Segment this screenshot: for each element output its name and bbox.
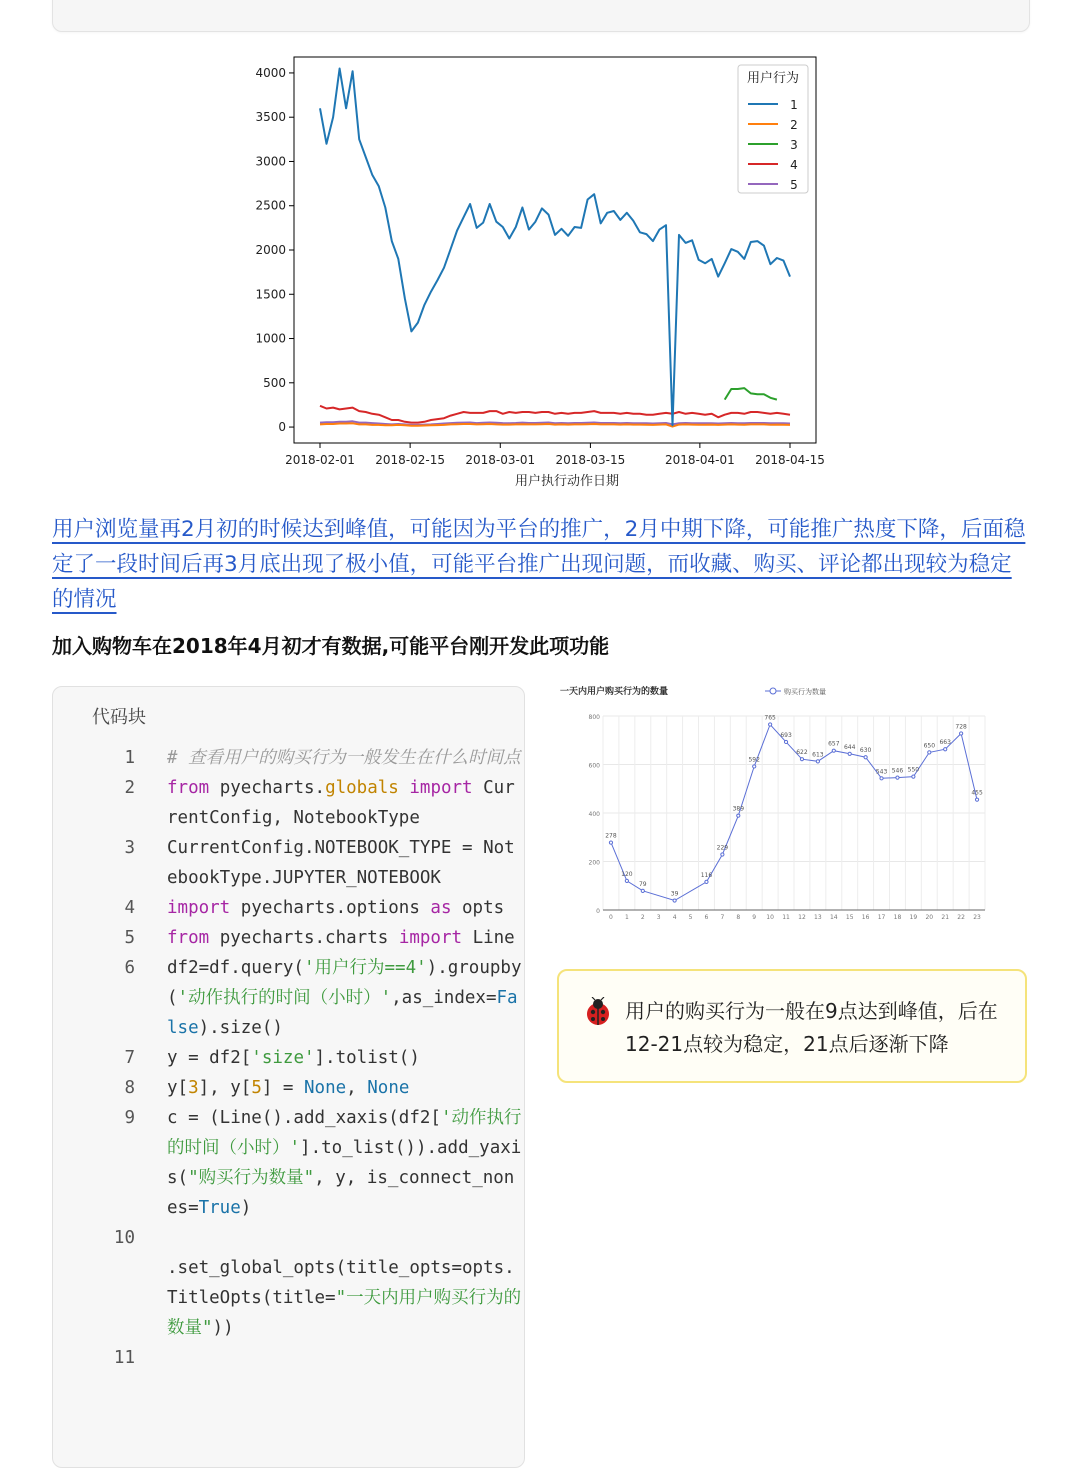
data-label: 278	[605, 832, 617, 840]
data-point	[673, 899, 676, 902]
x-tick-label: 2018-02-01	[285, 453, 355, 467]
line-number: 7	[124, 1048, 135, 1068]
line-number: 2	[124, 778, 135, 798]
chart-title: 一天内用户购买行为的数量	[560, 687, 669, 697]
line-number: 3	[124, 838, 135, 858]
data-point	[896, 776, 899, 779]
code-line: 8 y[3], y[5] = None, None	[53, 1073, 524, 1103]
data-label: 650	[923, 742, 936, 750]
x-tick-label: 0	[609, 914, 613, 921]
x-tick-label: 22	[957, 914, 965, 921]
y-tick-label: 2500	[255, 198, 286, 213]
code-line	[53, 1343, 524, 1373]
analysis-paragraph-text[interactable]: 用户浏览量再2月初的时候达到峰值，可能因为平台的推广，2月中期下降，可能推广热度下降，后面稳定了一段时间后再3月底出现了极小值，可能平台推广出现问题，而收藏、购买、评论都出现较为稳定的情况	[52, 517, 1026, 612]
x-tick-label: 14	[829, 914, 838, 921]
previous-card	[52, 0, 1030, 32]
y-tick-label: 3000	[255, 154, 286, 169]
line-number: 10	[113, 1228, 135, 1248]
x-tick-label: 2018-04-15	[755, 453, 825, 467]
x-tick-label: 2018-03-01	[465, 453, 536, 467]
user-behavior-line-chart	[250, 50, 840, 495]
legend-label-4: 4	[790, 158, 798, 172]
data-label: 39	[670, 890, 679, 898]
data-point	[769, 723, 772, 726]
y-tick-label: 0	[596, 908, 600, 915]
data-point	[848, 752, 851, 755]
data-point	[975, 798, 978, 801]
data-label: 229	[716, 844, 729, 852]
data-point	[832, 749, 835, 752]
data-point	[944, 748, 947, 751]
legend-label-2: 2	[790, 118, 798, 132]
legend-label-5: 5	[790, 178, 798, 192]
data-label: 120	[621, 870, 633, 878]
data-point	[753, 765, 756, 768]
data-point	[960, 732, 963, 735]
x-tick-label: 12	[798, 914, 806, 921]
x-tick-label: 1	[624, 914, 629, 921]
y-tick-label: 3500	[255, 110, 286, 125]
line-number: 11	[113, 1348, 135, 1368]
x-tick-label: 2018-03-15	[555, 453, 626, 467]
x-tick-label: 2018-02-15	[375, 453, 446, 467]
analysis-paragraph-link[interactable]	[52, 512, 1028, 617]
code-line: 7 y = df2['size'].tolist()	[53, 1043, 524, 1073]
x-tick-label: 3	[656, 914, 661, 921]
line-number: 1	[124, 748, 135, 768]
data-label: 728	[955, 723, 967, 731]
data-point	[816, 760, 819, 763]
data-label: 592	[748, 756, 760, 764]
x-tick-label: 6	[704, 914, 709, 921]
code-block-title: 代码块	[92, 707, 146, 728]
x-tick-label: 21	[941, 914, 950, 921]
x-tick-label: 17	[877, 914, 886, 921]
code-line: 5 from pyecharts.charts import Line	[53, 923, 524, 953]
data-point	[800, 758, 803, 761]
data-label: 543	[875, 768, 888, 776]
data-point	[784, 740, 787, 743]
y-tick-label: 200	[588, 859, 600, 867]
data-point	[912, 775, 915, 778]
data-label: 693	[780, 731, 792, 739]
code-line: 4 import pyecharts.options as opts	[53, 893, 524, 923]
x-tick-label: 9	[752, 914, 757, 921]
data-label: 550	[907, 766, 920, 774]
code-line: 9 c = (Line().add_xaxis(df2['动作执行的时间（小时）'].to_list()).add_yaxis("购买行为数量", y, is_connect_nones=True)	[53, 1103, 524, 1223]
data-label: 630	[859, 747, 872, 755]
line-number: 4	[124, 898, 135, 918]
data-point	[625, 879, 628, 882]
data-label: 622	[796, 749, 808, 757]
x-tick-label: 15	[845, 914, 854, 921]
x-tick-label: 18	[893, 914, 902, 921]
data-point	[721, 853, 724, 856]
data-point	[880, 777, 883, 780]
code-line: 3 CurrentConfig.NOTEBOOK_TYPE = NotebookType.JUPYTER_NOTEBOOK	[53, 833, 524, 893]
line-number: 6	[124, 958, 135, 978]
legend-label: 购买行为数量	[784, 688, 826, 696]
y-tick-label: 600	[588, 762, 600, 770]
data-label: 657	[828, 740, 840, 748]
cart-note-heading: 加入购物车在2018年4月初才有数据,可能平台刚开发此项功能	[52, 634, 610, 658]
data-point	[609, 841, 612, 844]
legend-title: 用户行为	[746, 71, 800, 86]
y-tick-label: 1500	[255, 287, 286, 302]
y-tick-label: 800	[588, 714, 600, 721]
legend-label-1: 1	[790, 98, 798, 112]
data-point	[641, 889, 644, 892]
data-point	[928, 751, 931, 754]
data-label: 613	[812, 751, 824, 759]
data-point	[705, 880, 708, 883]
data-point	[737, 814, 740, 817]
code-line: .set_global_opts(title_opts=opts.TitleOpts(title="一天内用户购买行为的数量"))	[167, 1258, 522, 1338]
x-tick-label: 10	[766, 914, 774, 921]
hourly-purchase-line-chart	[555, 680, 995, 925]
y-tick-label: 4000	[255, 65, 286, 80]
x-tick-label: 4	[672, 914, 677, 921]
data-point	[864, 756, 867, 759]
x-tick-label: 11	[782, 914, 790, 921]
code-lines[interactable]	[53, 743, 524, 1373]
x-tick-label: 16	[861, 914, 870, 921]
x-tick-label: 23	[973, 914, 981, 921]
data-label: 116	[700, 871, 713, 879]
y-tick-label: 500	[263, 375, 286, 390]
data-label: 389	[732, 805, 745, 813]
x-tick-label: 2018-04-01	[664, 453, 735, 467]
data-label: 546	[891, 767, 904, 775]
code-line: 1 # 查看用户的购买行为一般发生在什么时间点	[53, 743, 524, 773]
line-number: 8	[124, 1078, 135, 1098]
y-tick-label: 400	[588, 811, 600, 818]
code-line: 6 df2=df.query('用户行为==4').groupby('动作执行的时间（小时）',as_index=False).size()	[53, 953, 524, 1043]
data-label: 644	[843, 743, 856, 751]
insight-text: 用户的购买行为一般在9点达到峰值，后在12-21点较为稳定，21点后逐渐下降	[625, 999, 998, 1056]
x-tick-label: 13	[814, 914, 822, 921]
line-number: 9	[124, 1108, 135, 1128]
code-line	[53, 1223, 524, 1253]
y-tick-label: 2000	[255, 243, 286, 257]
x-tick-label: 20	[925, 914, 934, 921]
x-tick-label: 5	[688, 914, 693, 921]
x-tick-label: 2	[640, 914, 645, 921]
legend-label-3: 3	[790, 138, 798, 152]
data-label: 455	[971, 789, 983, 797]
data-label: 79	[638, 880, 647, 888]
x-tick-label: 8	[736, 914, 741, 921]
y-tick-label: 1000	[255, 331, 286, 346]
legend-marker	[770, 688, 776, 694]
data-label: 663	[939, 739, 951, 747]
line-number: 5	[124, 928, 135, 948]
x-tick-label: 19	[909, 914, 918, 921]
code-line: 2 from pyecharts.globals import CurrentConfig, NotebookType	[53, 773, 524, 833]
x-tick-label: 7	[720, 914, 725, 921]
insight-callout	[557, 969, 1027, 1083]
data-label: 765	[764, 714, 776, 722]
x-axis-label: 用户执行动作日期	[514, 474, 620, 489]
code-block[interactable]	[52, 686, 525, 1468]
ladybug-icon	[583, 997, 613, 1027]
y-tick-label: 0	[278, 420, 286, 435]
